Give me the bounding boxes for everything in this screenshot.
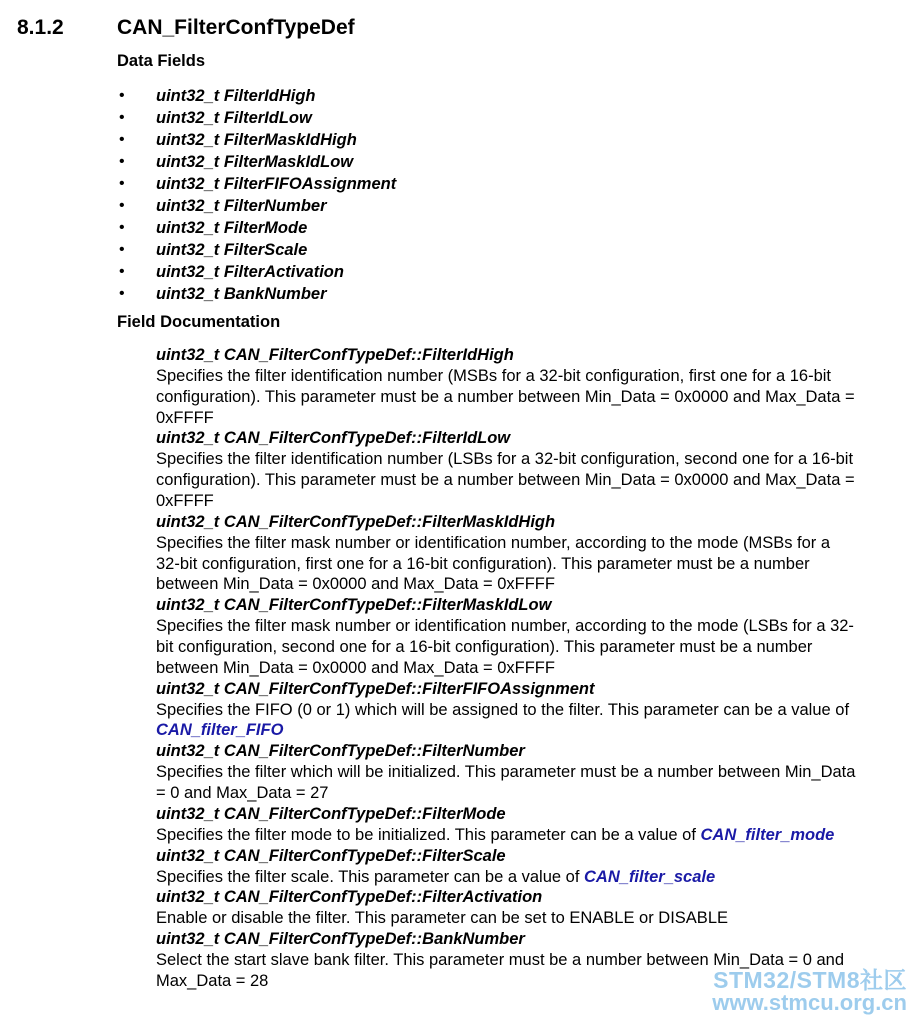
field-doc-name: uint32_t CAN_FilterConfTypeDef::FilterMode (156, 804, 506, 823)
field-doc-description (156, 449, 856, 511)
field-doc-description (156, 908, 856, 929)
list-item (0, 217, 917, 239)
field-doc-link[interactable]: CAN_filter_mode (700, 825, 835, 844)
data-field-name: uint32_t FilterActivation (156, 263, 344, 281)
bullet-icon: • (119, 285, 125, 302)
list-item (0, 261, 917, 283)
field-documentation-heading: Field Documentation (117, 313, 281, 331)
data-field-name: uint32_t FilterMode (156, 219, 308, 237)
field-doc-description (156, 825, 856, 846)
field-doc-description-text: Specifies the filter mask number or identification number, according to the mode (LSBs for a 32-bit configuration, second one for a 16-bit configuration). This parameter must be a number between Min_Data = 0x0000 and Max_Data = 0xFFFF (156, 617, 854, 677)
field-doc-description-text: Specifies the filter scale. This parameter can be a value of (156, 867, 585, 886)
list-item (0, 85, 917, 107)
list-item (0, 804, 856, 846)
list-item (0, 239, 917, 261)
field-doc-name: uint32_t CAN_FilterConfTypeDef::FilterFIFOAssignment (156, 679, 595, 698)
bullet-icon: • (119, 241, 125, 258)
list-item (0, 151, 917, 173)
bullet-icon: • (119, 175, 125, 192)
field-documentation-list (0, 345, 917, 992)
section-title: CAN_FilterConfTypeDef (117, 16, 355, 39)
watermark-line-2: www.stmcu.org.cn (712, 990, 907, 1015)
bullet-icon: • (119, 87, 125, 104)
field-doc-name: uint32_t CAN_FilterConfTypeDef::FilterNumber (156, 742, 525, 761)
bullet-icon: • (119, 219, 125, 236)
bullet-icon: • (119, 131, 125, 148)
field-doc-description (156, 867, 856, 888)
data-field-name: uint32_t FilterNumber (156, 197, 327, 215)
field-doc-name: uint32_t CAN_FilterConfTypeDef::BankNumber (156, 930, 525, 949)
bullet-icon: • (119, 153, 125, 170)
list-item (0, 107, 917, 129)
field-doc-description-text: Specifies the filter identification number (LSBs for a 32-bit configuration, second one for a 16-bit configuration). This parameter must be a number between Min_Data = 0x0000 and Max_Data = 0xFFFF (156, 450, 855, 510)
field-doc-name: uint32_t CAN_FilterConfTypeDef::FilterIdLow (156, 429, 511, 448)
field-doc-description-text: Enable or disable the filter. This parameter can be set to ENABLE or DISABLE (156, 909, 728, 928)
bullet-icon: • (119, 197, 125, 214)
data-fields-heading: Data Fields (117, 52, 206, 70)
list-item (0, 887, 856, 929)
data-field-name: uint32_t BankNumber (156, 285, 327, 303)
list-item (0, 428, 856, 511)
field-doc-description-text: Specifies the filter which will be initialized. This parameter must be a number between Min_Data = 0 and Max_Data = 27 (156, 763, 856, 802)
field-doc-name: uint32_t CAN_FilterConfTypeDef::FilterMaskIdHigh (156, 512, 556, 531)
field-doc-description (156, 533, 856, 595)
data-field-name: uint32_t FilterMaskIdLow (156, 153, 354, 171)
data-field-name: uint32_t FilterIdLow (156, 109, 312, 127)
field-doc-description-text: Specifies the filter identification number (MSBs for a 32-bit configuration, first one for a 16-bit configuration). This parameter must be a number between Min_Data = 0x0000 and Max_Data = 0xFFFF (156, 367, 855, 427)
data-field-name: uint32_t FilterFIFOAssignment (156, 175, 397, 193)
list-item (0, 846, 856, 888)
field-doc-name: uint32_t CAN_FilterConfTypeDef::FilterScale (156, 846, 506, 865)
field-doc-description (156, 762, 856, 804)
list-item (0, 345, 856, 428)
list-item (0, 195, 917, 217)
data-fields-list (0, 85, 917, 305)
field-doc-description-text: Specifies the filter mode to be initialized. This parameter can be a value of (156, 825, 701, 844)
list-item (0, 741, 856, 804)
data-field-name: uint32_t FilterScale (156, 241, 308, 259)
field-doc-name: uint32_t CAN_FilterConfTypeDef::FilterActivation (156, 888, 543, 907)
list-item (0, 173, 917, 195)
list-item (0, 512, 856, 595)
watermark-line-1: STM32/STM8社区 (713, 967, 907, 993)
field-doc-name: uint32_t CAN_FilterConfTypeDef::FilterIdHigh (156, 346, 514, 364)
data-field-name: uint32_t FilterMaskIdHigh (156, 131, 357, 149)
list-item (0, 283, 917, 305)
section-number: 8.1.2 (17, 16, 64, 39)
field-doc-description-text: Select the start slave bank filter. This parameter must be a number between Min_Data = 0 and Max_Data = 28 (156, 951, 845, 990)
bullet-icon: • (119, 263, 125, 280)
list-item (0, 679, 856, 742)
data-field-name: uint32_t FilterIdHigh (156, 87, 316, 105)
watermark (712, 969, 907, 1014)
list-item (0, 129, 917, 151)
field-doc-link[interactable]: CAN_filter_FIFO (156, 721, 284, 740)
field-doc-name: uint32_t CAN_FilterConfTypeDef::FilterMaskIdLow (156, 596, 552, 615)
field-doc-description-text: Specifies the FIFO (0 or 1) which will be assigned to the filter. This parameter can be a value of (156, 700, 850, 719)
field-doc-description (156, 616, 856, 678)
field-doc-link[interactable]: CAN_filter_scale (584, 867, 716, 886)
field-doc-description (156, 700, 856, 742)
section-heading (17, 16, 355, 40)
bullet-icon: • (119, 109, 125, 126)
field-doc-description-text: Specifies the filter mask number or identification number, according to the mode (MSBs for a 32-bit configuration, first one for a 16-bit configuration). This parameter must be a number between Min_Data = 0x0000 and Max_Data = 0xFFFF (156, 533, 831, 594)
list-item (0, 595, 856, 678)
field-doc-description (156, 366, 856, 428)
